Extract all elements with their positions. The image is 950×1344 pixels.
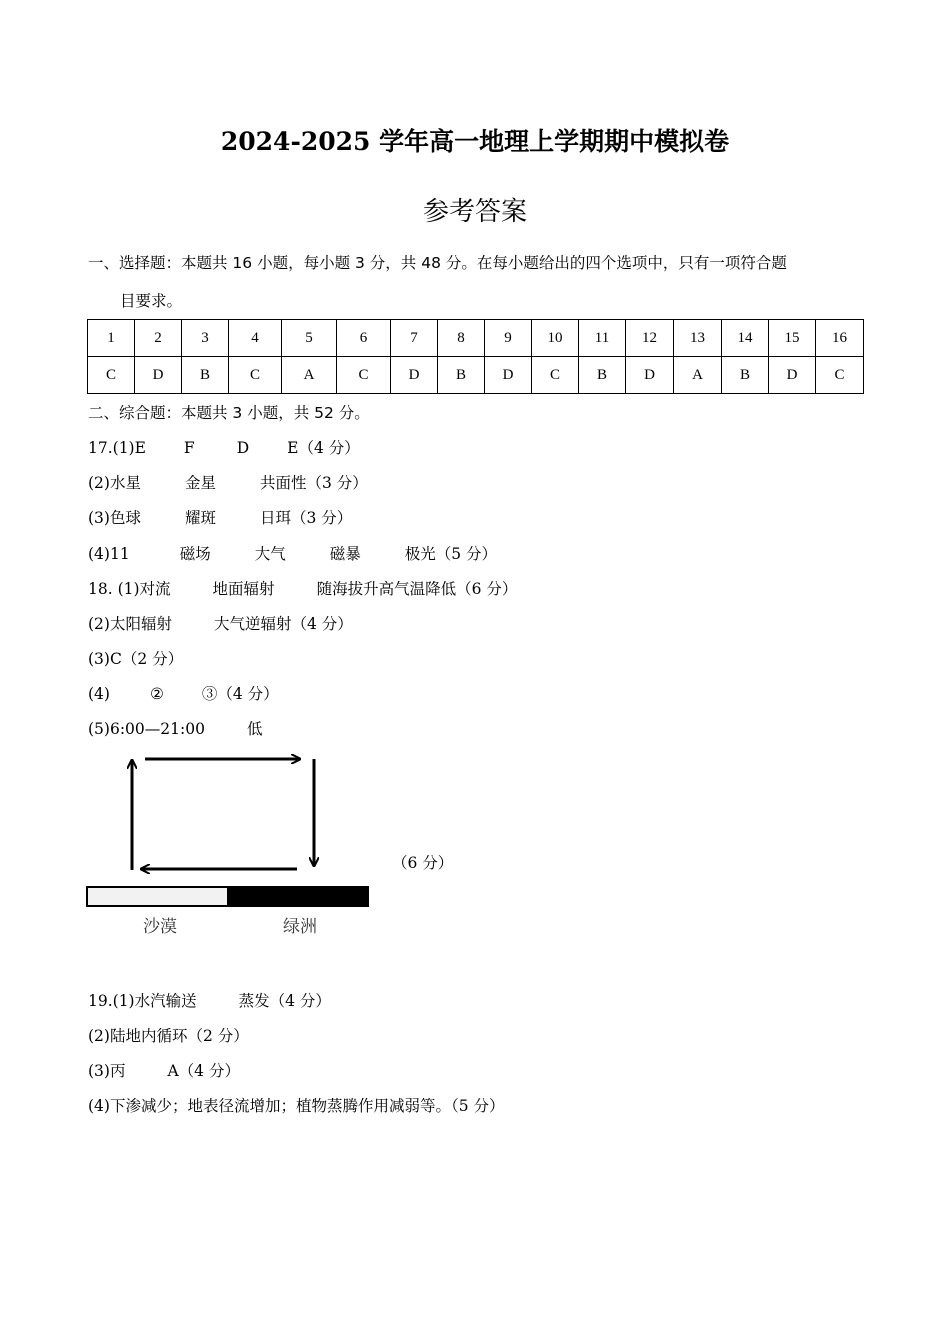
table-cell: A — [282, 357, 337, 394]
answer-text: (3)丙 — [88, 1062, 126, 1080]
table-cell: 8 — [438, 320, 485, 357]
table-cell: C — [229, 357, 282, 394]
answer-text: 19.(1)水汽输送 — [88, 992, 197, 1010]
table-cell: 14 — [722, 320, 769, 357]
table-cell: 1 — [88, 320, 135, 357]
table-cell: 2 — [135, 320, 182, 357]
q19-part4: (4)下渗减少；地表径流增加；植物蒸腾作用减弱等。（5 分） — [88, 1097, 505, 1115]
table-row-answers — [88, 357, 864, 394]
table-cell: D — [391, 357, 438, 394]
table-cell: 16 — [816, 320, 864, 357]
answer-table — [87, 319, 864, 394]
table-cell: 6 — [337, 320, 391, 357]
answer-text: (2)水星 — [88, 474, 141, 492]
circulation-arrows-svg — [85, 752, 385, 942]
section2-heading: 二、综合题：本题共 3 小题，共 52 分。 — [88, 404, 370, 422]
table-cell: C — [88, 357, 135, 394]
q18-part4 — [88, 682, 279, 704]
table-cell: 12 — [626, 320, 674, 357]
q18-part2 — [88, 612, 353, 634]
answer-text: A（4 分） — [167, 1062, 240, 1080]
section1-instructions-cont: 目要求。 — [120, 292, 183, 310]
q17-part1 — [88, 436, 360, 458]
page-subtitle: 参考答案 — [422, 197, 527, 227]
table-cell: 13 — [674, 320, 722, 357]
answer-text: 大气逆辐射（4 分） — [213, 615, 353, 633]
table-cell: 9 — [485, 320, 532, 357]
answer-text: 磁暴 — [329, 545, 361, 563]
answer-text: (5)6:00—21:00 — [88, 720, 205, 738]
answer-text: D — [236, 439, 250, 457]
q19-part2: (2)陆地内循环（2 分） — [88, 1027, 249, 1045]
answer-text: 随海拔升高气温降低（6 分） — [316, 580, 518, 598]
answer-text: 18. (1)对流 — [88, 580, 171, 598]
table-cell: 3 — [182, 320, 229, 357]
table-cell: 11 — [579, 320, 626, 357]
q19-part1 — [88, 989, 331, 1011]
table-row-numbers — [88, 320, 864, 357]
table-cell: C — [816, 357, 864, 394]
answer-text: 17.(1)E — [88, 439, 146, 457]
answer-text: 极光（5 分） — [404, 545, 498, 563]
table-cell: C — [337, 357, 391, 394]
table-cell: A — [674, 357, 722, 394]
answer-text: (4)11 — [88, 545, 130, 563]
q18-part3: (3)C（2 分） — [88, 650, 184, 668]
table-cell: B — [438, 357, 485, 394]
answer-text: (3)色球 — [88, 509, 141, 527]
table-cell: 5 — [282, 320, 337, 357]
q17-part2 — [88, 471, 368, 493]
answer-text: 耀斑 — [184, 509, 216, 527]
circulation-diagram — [85, 752, 385, 946]
table-cell: 15 — [769, 320, 816, 357]
answer-text: ② — [149, 685, 164, 703]
q19-part3 — [88, 1059, 240, 1081]
page-title: 2024-2025 学年高一地理上学期期中模拟卷 — [220, 127, 730, 156]
answer-text: 日珥（3 分） — [259, 509, 353, 527]
answer-text: E（4 分） — [287, 439, 360, 457]
answer-text: 共面性（3 分） — [259, 474, 368, 492]
answer-text: F — [183, 439, 195, 457]
table-cell: 10 — [532, 320, 579, 357]
diagram-score: （6 分） — [392, 854, 454, 872]
table-cell: B — [722, 357, 769, 394]
oasis-label: 绿洲 — [283, 917, 317, 937]
answer-text: 低 — [246, 720, 263, 738]
answer-text: 地面辐射 — [212, 580, 275, 598]
answer-text: 蒸发（4 分） — [238, 992, 331, 1010]
section1-instructions: 一、选择题：本题共 16 小题，每小题 3 分，共 48 分。在每小题给出的四个选项中，只有一项符合题 — [88, 254, 787, 272]
oasis-surface-bar — [228, 887, 368, 906]
desert-label: 沙漠 — [143, 917, 177, 937]
table-cell: 4 — [229, 320, 282, 357]
answer-text: (2)太阳辐射 — [88, 615, 172, 633]
table-cell: B — [579, 357, 626, 394]
table-cell: D — [626, 357, 674, 394]
desert-surface-bar — [87, 887, 228, 906]
answer-text: 大气 — [254, 545, 286, 563]
table-cell: D — [485, 357, 532, 394]
q17-part3 — [88, 506, 352, 528]
table-cell: D — [135, 357, 182, 394]
answer-text: 金星 — [184, 474, 216, 492]
answer-text: 磁场 — [179, 545, 211, 563]
table-cell: B — [182, 357, 229, 394]
answer-text: (4) — [88, 685, 110, 703]
q17-part4 — [88, 542, 497, 564]
answer-text: ③（4 分） — [201, 685, 279, 703]
q18-part1 — [88, 577, 517, 599]
table-cell: D — [769, 357, 816, 394]
q18-part5 — [88, 717, 262, 739]
table-cell: C — [532, 357, 579, 394]
table-cell: 7 — [391, 320, 438, 357]
